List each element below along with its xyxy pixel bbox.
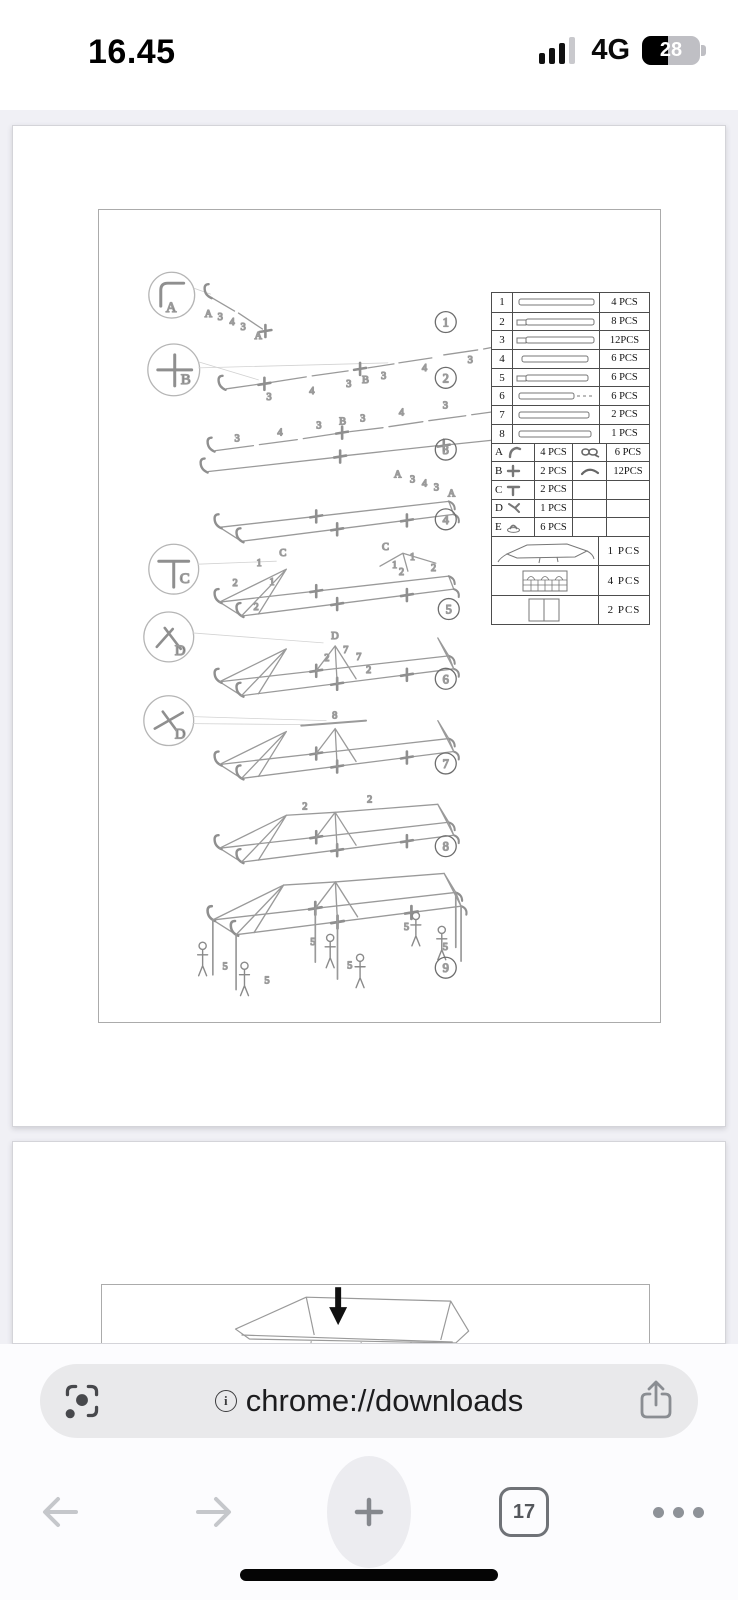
step-2-drawing bbox=[148, 343, 516, 403]
part-label: 2 bbox=[398, 567, 405, 579]
plain-wall-icon bbox=[492, 596, 598, 624]
part-label: 2 bbox=[324, 652, 330, 664]
omnibox[interactable] bbox=[40, 1364, 698, 1438]
table-row: 6 6 PCS bbox=[492, 386, 649, 405]
signal-strength-icon bbox=[539, 37, 579, 65]
part-label: 7 bbox=[356, 651, 362, 663]
part-label: 5 bbox=[222, 961, 228, 973]
home-indicator[interactable] bbox=[240, 1569, 498, 1581]
status-time: 16.45 bbox=[88, 33, 176, 71]
part-label: A bbox=[254, 330, 263, 342]
pole-dashed-icon bbox=[512, 387, 599, 405]
part-label: 2 bbox=[366, 664, 372, 676]
step-3-drawing bbox=[201, 401, 528, 473]
part-label: 4 bbox=[309, 385, 315, 397]
part-label: 2 bbox=[367, 794, 373, 806]
blank-cell bbox=[572, 500, 606, 518]
part-label: 3 bbox=[346, 378, 352, 390]
detail-letter: B bbox=[180, 371, 191, 388]
table-row: D 1 PCS bbox=[492, 499, 649, 518]
step-1-drawing bbox=[149, 272, 456, 342]
blank-cell bbox=[572, 481, 606, 499]
part-label: 3 bbox=[467, 354, 473, 366]
step-9-drawing bbox=[198, 873, 467, 995]
step-1-marker bbox=[435, 312, 456, 333]
forward-button[interactable] bbox=[166, 1452, 262, 1572]
network-type-label: 4G bbox=[591, 34, 630, 66]
svg-text:6: 6 bbox=[442, 672, 449, 687]
part-label: D bbox=[331, 630, 339, 642]
more-dots-icon bbox=[653, 1507, 704, 1518]
new-tab-button[interactable] bbox=[321, 1452, 417, 1572]
tab-count: 17 bbox=[499, 1487, 549, 1537]
svg-text:5: 5 bbox=[445, 602, 452, 617]
part-label: A bbox=[393, 469, 402, 481]
detail-letter: D bbox=[174, 642, 186, 659]
table-row: A 4 PCS 6 PCS bbox=[492, 443, 649, 462]
table-row: 1 PCS bbox=[492, 536, 649, 565]
part-label: 2 bbox=[232, 578, 238, 590]
part-label: 8 bbox=[332, 710, 338, 722]
part-label: 3 bbox=[266, 391, 272, 403]
step-3-marker bbox=[435, 439, 456, 460]
forward-arrow-icon bbox=[190, 1490, 238, 1534]
back-arrow-icon bbox=[36, 1490, 84, 1534]
hook-icon bbox=[572, 462, 606, 480]
table-row: 2 PCS bbox=[492, 595, 649, 624]
part-label: 5 bbox=[347, 960, 353, 972]
part-label: 3 bbox=[433, 482, 440, 494]
corner-connector-icon bbox=[506, 445, 523, 459]
part-label: 3 bbox=[380, 370, 387, 382]
tee-connector-icon bbox=[505, 483, 522, 497]
step-9-marker bbox=[435, 957, 456, 978]
table-row: 3 12PCS bbox=[492, 330, 649, 349]
url-text[interactable]: chrome://downloads bbox=[245, 1383, 524, 1418]
svg-text:3: 3 bbox=[442, 443, 449, 458]
window-wall-icon bbox=[492, 566, 598, 594]
part-label: 1 bbox=[391, 560, 398, 572]
step-2-marker bbox=[435, 367, 456, 388]
part-label: 2 bbox=[430, 563, 437, 575]
part-label: 2 bbox=[253, 602, 259, 614]
canopy-placement-drawing bbox=[102, 1285, 649, 1344]
table-row: 4 PCS bbox=[492, 565, 649, 594]
table-row: C 2 PCS bbox=[492, 480, 649, 499]
step-7-drawing bbox=[144, 696, 459, 780]
battery-percent: 28 bbox=[659, 39, 683, 61]
step-8-marker bbox=[435, 836, 456, 857]
step-6-marker bbox=[435, 668, 456, 689]
part-label: 4 bbox=[398, 407, 405, 419]
canopy-top-icon bbox=[492, 537, 598, 565]
part-label: 5 bbox=[403, 921, 410, 933]
part-label: 7 bbox=[343, 644, 349, 656]
assembly-diagram-panel bbox=[98, 209, 661, 1023]
step-4-drawing bbox=[215, 469, 459, 542]
table-row: B 2 PCS 12PCS bbox=[492, 461, 649, 480]
pole-plain-icon bbox=[512, 406, 599, 424]
pole-plain-icon bbox=[512, 293, 599, 312]
part-label: 3 bbox=[316, 420, 322, 432]
svg-text:9: 9 bbox=[442, 961, 449, 976]
svg-text:2: 2 bbox=[442, 371, 449, 386]
part-label: B bbox=[339, 416, 347, 428]
share-icon[interactable] bbox=[638, 1379, 674, 1423]
part-label: 3 bbox=[240, 322, 246, 334]
part-label: C bbox=[279, 548, 287, 560]
menu-button[interactable] bbox=[630, 1452, 726, 1572]
part-label: 1 bbox=[269, 577, 275, 589]
table-row: 2 8 PCS bbox=[492, 312, 649, 331]
table-row: 7 2 PCS bbox=[492, 405, 649, 424]
table-row: 4 6 PCS bbox=[492, 349, 649, 368]
part-label: B bbox=[362, 374, 370, 386]
cross-connector-icon bbox=[505, 464, 522, 478]
pdf-page-1[interactable] bbox=[12, 125, 726, 1127]
table-row: 5 6 PCS bbox=[492, 368, 649, 387]
part-label: 5 bbox=[442, 941, 449, 953]
down-arrow-icon bbox=[329, 1287, 347, 1325]
status-bar bbox=[0, 0, 738, 110]
part-label: 3 bbox=[442, 400, 449, 412]
part-label: 2 bbox=[302, 801, 308, 813]
step-5-marker bbox=[438, 599, 459, 620]
part-label: 5 bbox=[310, 936, 316, 948]
step-5-drawing bbox=[149, 542, 459, 619]
browser-bottom-bar bbox=[0, 1344, 738, 1600]
part-label: C bbox=[381, 542, 389, 554]
part-label: A bbox=[204, 309, 213, 321]
svg-text:1: 1 bbox=[442, 315, 449, 330]
part-label: 3 bbox=[409, 474, 416, 486]
page2-diagram-panel bbox=[101, 1284, 650, 1344]
tool-icon bbox=[506, 501, 523, 515]
part-label: 1 bbox=[409, 552, 416, 564]
step-8-drawing bbox=[215, 794, 459, 863]
detail-letter: D bbox=[174, 726, 186, 743]
part-label: 4 bbox=[421, 362, 428, 374]
table-row: 8 1 PCS bbox=[492, 424, 649, 443]
browser-toolbar bbox=[0, 1452, 738, 1572]
tab-switcher-button[interactable] bbox=[476, 1452, 572, 1572]
step-4-marker bbox=[435, 509, 456, 530]
foot-base-icon bbox=[505, 520, 522, 534]
part-label: 4 bbox=[229, 317, 235, 329]
step-6-drawing bbox=[144, 612, 459, 697]
detail-letter: A bbox=[165, 300, 177, 317]
part-label: 1 bbox=[256, 558, 262, 570]
pole-tab-icon bbox=[512, 313, 599, 331]
pole-plain-icon bbox=[512, 350, 599, 368]
battery-icon bbox=[642, 36, 700, 65]
pole-tab-icon bbox=[512, 369, 599, 387]
part-label: 4 bbox=[277, 427, 283, 439]
plus-icon bbox=[347, 1490, 391, 1534]
rope-icon bbox=[572, 444, 606, 462]
part-label: 5 bbox=[264, 975, 270, 987]
pole-tab-icon bbox=[512, 331, 599, 349]
parts-list-table bbox=[491, 292, 650, 625]
detail-letter: C bbox=[179, 571, 190, 588]
blank-cell bbox=[572, 518, 606, 536]
table-row: 1 4 PCS bbox=[492, 293, 649, 312]
page-info-icon[interactable]: i bbox=[215, 1390, 237, 1412]
pdf-page-2[interactable] bbox=[12, 1141, 726, 1344]
svg-text:7: 7 bbox=[442, 756, 449, 771]
back-button[interactable] bbox=[12, 1452, 108, 1572]
step-7-marker bbox=[435, 753, 456, 774]
part-label: 4 bbox=[421, 478, 428, 490]
part-label: 3 bbox=[360, 413, 366, 425]
svg-text:4: 4 bbox=[442, 512, 449, 527]
pole-plain-icon bbox=[512, 425, 599, 443]
part-label: 3 bbox=[234, 433, 240, 445]
svg-text:8: 8 bbox=[442, 839, 449, 854]
part-label: 3 bbox=[217, 312, 223, 324]
table-row: E 6 PCS bbox=[492, 517, 649, 536]
part-label: A bbox=[447, 488, 456, 500]
